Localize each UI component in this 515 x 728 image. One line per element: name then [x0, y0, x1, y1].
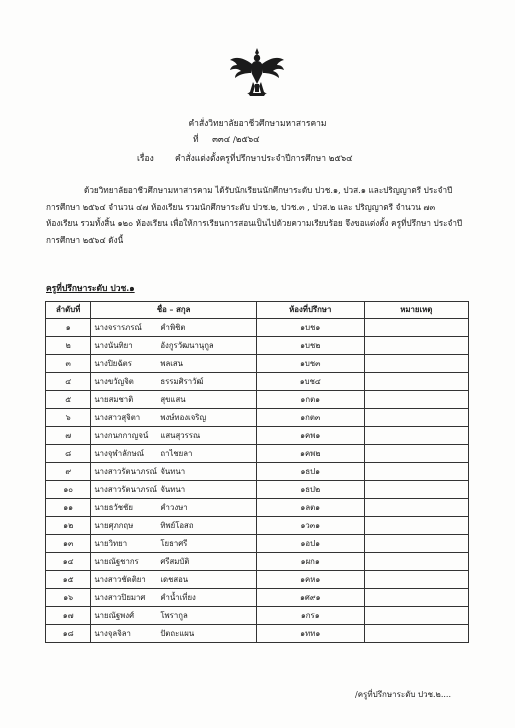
row-note — [364, 463, 468, 481]
row-number: ๔ — [46, 373, 91, 391]
first-name: นายณัฐชากร — [94, 556, 139, 566]
last-name: ปัตถะแผน — [160, 628, 195, 638]
row-room: ๑บช๓ — [256, 355, 364, 373]
row-name — [91, 625, 257, 643]
row-room: ๑กต๓ — [256, 409, 364, 427]
row-number: ๑๗ — [46, 607, 91, 625]
subject-label: เรื่อง — [137, 154, 154, 164]
row-note — [364, 319, 468, 337]
header-name: ชื่อ – สกุล — [91, 302, 257, 319]
row-number: ๒ — [46, 337, 91, 355]
last-name: โพรากูล — [160, 610, 188, 620]
row-note — [364, 499, 468, 517]
last-name: พลเสน — [160, 358, 184, 368]
last-name: ทิพย์โอสถ — [160, 520, 194, 530]
row-name — [91, 337, 257, 355]
advisor-table — [45, 301, 469, 643]
row-name — [91, 391, 257, 409]
first-name: นายศุภกฤษ — [94, 520, 134, 530]
row-room: ๑บช๔ — [256, 373, 364, 391]
row-room: ๑ลต๑ — [256, 499, 364, 517]
first-name: นางจรารภรณ์ — [94, 322, 142, 332]
table-row — [46, 445, 469, 463]
table-row — [46, 499, 469, 517]
row-number: ๓ — [46, 355, 91, 373]
first-name: นางสาวรัตนาภรณ์ — [94, 466, 157, 476]
row-number: ๘ — [46, 445, 91, 463]
first-name: นางสาวปิยมาศ — [94, 592, 146, 602]
row-room: ๑ผก๑ — [256, 553, 364, 571]
row-name — [91, 373, 257, 391]
body-paragraph — [46, 182, 466, 248]
continuation-note: /ครูที่ปรึกษาระดับ ปวช.๒.... — [355, 690, 451, 699]
table-header-row — [46, 302, 469, 319]
last-name: คำพิชิต — [160, 322, 186, 332]
row-name — [91, 481, 257, 499]
row-name — [91, 571, 257, 589]
order-title: คำสั่งวิทยาลัยอาชีวศึกษามหาสารคาม — [188, 119, 327, 129]
row-note — [364, 409, 468, 427]
row-note — [364, 373, 468, 391]
row-note — [364, 355, 468, 373]
table-row — [46, 391, 469, 409]
last-name: ถาไชยลา — [160, 448, 193, 458]
last-name: โยธาศรี — [160, 538, 188, 548]
first-name: นางจุลจิลา — [94, 628, 131, 638]
row-number: ๑๒ — [46, 517, 91, 535]
row-number: ๕ — [46, 391, 91, 409]
row-name — [91, 589, 257, 607]
last-name: จันทนา — [160, 484, 186, 494]
row-number: ๑๘ — [46, 625, 91, 643]
row-room: ๑คพ๒ — [256, 445, 364, 463]
last-name: คำน้ำเที่ยง — [160, 592, 196, 602]
body-paragraph-text: ด้วยวิทยาลัยอาชีวศึกษามหาสารคาม ได้รับนักเรียนนักศึกษาระดับ ปวช.๑, ปวส.๑ และปริญญาตรี ประจำปีการศึกษา ๒๕๖๔ จำนวน ๔๗ ห้องเรียน รวมนักศึกษาระดับ ปวช.๒, ปวช.๓ , ปวส.๒ และ ปริญญาตรี จำนวน ๗๓ ห้องเรียน รวมทั้งสิ้น ๑๒๐ ห้องเรียน เพื่อให้การเรียนการสอนเป็นไปด้วยความเรียบร้อย จึงขอแต่งตั้ง ครูที่ปรึกษา ประจำปีการศึกษา ๒๕๖๔ ดังนี้ — [46, 185, 463, 245]
first-name: นายวิทยา — [94, 538, 128, 548]
row-room: ๑บช๑ — [256, 319, 364, 337]
row-room: ๑ว๓๑ — [256, 517, 364, 535]
last-name: เดชสอน — [160, 574, 189, 584]
row-room: ๑ธป๒ — [256, 481, 364, 499]
table-row — [46, 553, 469, 571]
garuda-emblem-icon — [228, 46, 286, 98]
header-room: ห้องที่ปรึกษา — [256, 302, 364, 319]
table-row — [46, 337, 469, 355]
first-name: นางสาวรัตนาภรณ์ — [94, 484, 157, 494]
table-row — [46, 535, 469, 553]
row-room: ๑กร๑ — [256, 607, 364, 625]
row-name — [91, 409, 257, 427]
row-name — [91, 607, 257, 625]
first-name: นางปิยฉัตร — [94, 358, 132, 368]
row-note — [364, 571, 468, 589]
last-name: ศรีสมบัติ — [160, 556, 190, 566]
last-name: จันทนา — [160, 466, 186, 476]
row-name — [91, 463, 257, 481]
row-note — [364, 607, 468, 625]
table-row — [46, 589, 469, 607]
row-name — [91, 427, 257, 445]
last-name: พงษ์ทองเจริญ — [160, 412, 207, 422]
row-note — [364, 553, 468, 571]
row-name — [91, 355, 257, 373]
table-row — [46, 517, 469, 535]
last-name: อังกูรวัฒนานุกูล — [160, 340, 214, 350]
table-row — [46, 319, 469, 337]
row-room: ๑คพ๑ — [256, 427, 364, 445]
row-room: ๑ธป๑ — [256, 463, 364, 481]
last-name: สุขแสน — [160, 394, 186, 404]
row-note — [364, 589, 468, 607]
row-room: ๑บช๒ — [256, 337, 364, 355]
table-row — [46, 571, 469, 589]
table-row — [46, 427, 469, 445]
first-name: นางกนกกาญจน์ — [94, 430, 149, 440]
first-name: นางนันทิยา — [94, 340, 133, 350]
table-row — [46, 355, 469, 373]
row-number: ๑๔ — [46, 553, 91, 571]
last-name: ธรรมศิราวัฒ์ — [160, 376, 204, 386]
first-name: นายณัฐพงศ์ — [94, 610, 135, 620]
row-note — [364, 625, 468, 643]
row-number: ๖ — [46, 409, 91, 427]
row-room: ๑คห๑ — [256, 571, 364, 589]
subject-text: คำสั่งแต่งตั้งครูที่ปรึกษาประจำปีการศึกษา ๒๕๖๔ — [175, 154, 353, 164]
row-number: ๗ — [46, 427, 91, 445]
table-row — [46, 373, 469, 391]
order-subject — [137, 151, 353, 165]
row-room: ๑อป๑ — [256, 535, 364, 553]
row-name — [91, 517, 257, 535]
row-note — [364, 517, 468, 535]
row-name — [91, 319, 257, 337]
table-row — [46, 463, 469, 481]
row-name — [91, 445, 257, 463]
row-name — [91, 535, 257, 553]
row-note — [364, 427, 468, 445]
order-number-value: ๓๓๔ /๒๕๖๔ — [212, 135, 260, 145]
row-name — [91, 499, 257, 517]
table-body — [46, 319, 469, 643]
first-name: นางสาวชัดติยา — [94, 574, 146, 584]
row-number: ๙ — [46, 463, 91, 481]
first-name: นายสมชาติ — [94, 394, 134, 404]
row-note — [364, 337, 468, 355]
first-name: นางขวัญจิต — [94, 376, 134, 386]
table-row — [46, 607, 469, 625]
table-row — [46, 481, 469, 499]
table-row — [46, 409, 469, 427]
last-name: แสนสุวรรณ — [160, 430, 201, 440]
row-note — [364, 481, 468, 499]
row-number: ๑๓ — [46, 535, 91, 553]
row-room: ๑กต๑ — [256, 391, 364, 409]
row-note — [364, 391, 468, 409]
row-number: ๑๖ — [46, 589, 91, 607]
row-room: ๑ทท๑ — [256, 625, 364, 643]
row-number: ๑๐ — [46, 481, 91, 499]
header-note: หมายเหตุ — [364, 302, 468, 319]
first-name: นางจุฬาลักษณ์ — [94, 448, 145, 458]
order-number-label: ที่ — [193, 135, 199, 145]
order-number — [193, 132, 260, 146]
table-row — [46, 625, 469, 643]
first-name: นางสาวสุจิตา — [94, 412, 141, 422]
row-room: ๑ศ๙๑ — [256, 589, 364, 607]
row-number: ๑ — [46, 319, 91, 337]
section-title: ครูที่ปรึกษาระดับ ปวช.๑ — [46, 284, 135, 294]
row-name — [91, 553, 257, 571]
first-name: นายธวัชชัย — [94, 502, 133, 512]
row-note — [364, 445, 468, 463]
row-number: ๑๕ — [46, 571, 91, 589]
last-name: คำวงษา — [160, 502, 188, 512]
header-no: ลำดับที่ — [46, 302, 91, 319]
row-number: ๑๑ — [46, 499, 91, 517]
row-note — [364, 535, 468, 553]
